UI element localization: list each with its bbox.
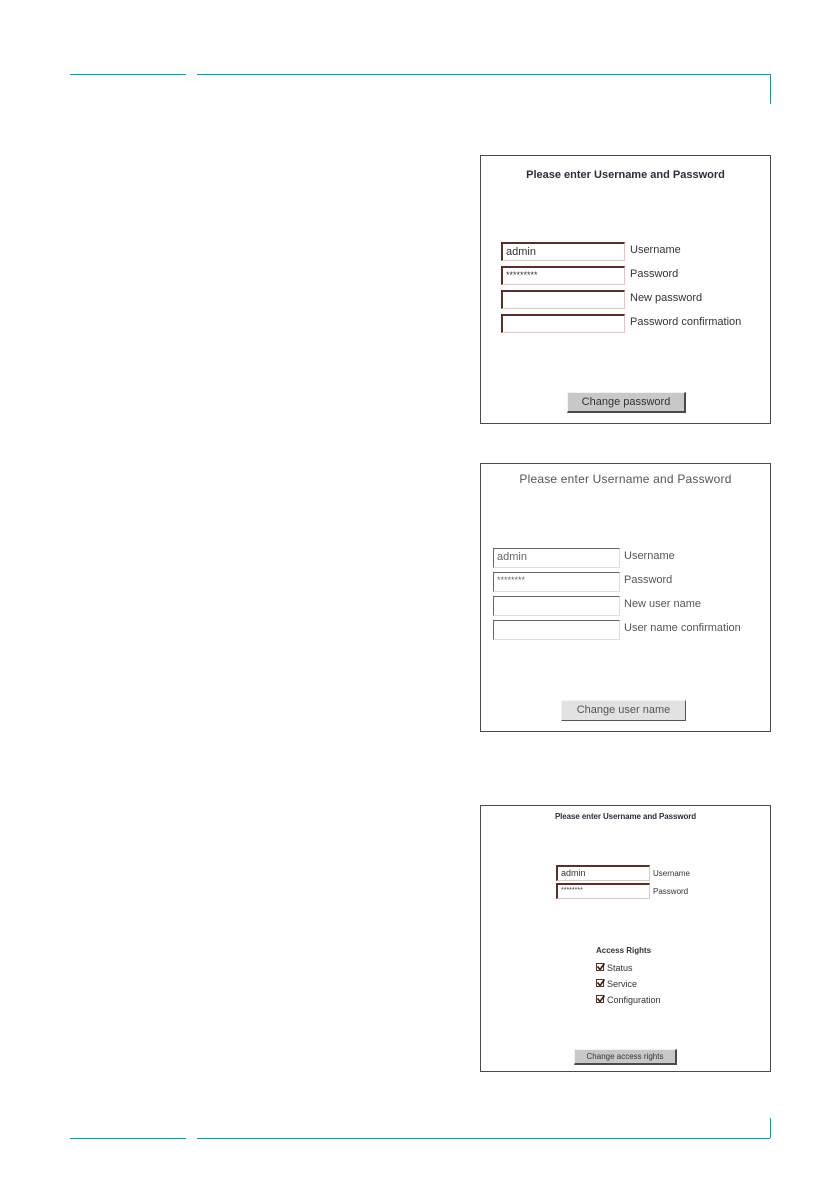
header-rule-right <box>197 74 770 75</box>
password-label: Password <box>653 887 689 896</box>
footer-rule-tick <box>770 1118 771 1138</box>
new-password-input[interactable] <box>501 290 625 309</box>
configuration-checkbox-label: Configuration <box>607 995 661 1005</box>
service-checkbox-label: Service <box>607 979 638 989</box>
password-label: Password <box>630 268 679 280</box>
username-input[interactable]: admin <box>493 548 620 568</box>
panel-title: Please enter Username and Password <box>519 472 732 486</box>
username-input[interactable]: admin <box>556 865 650 881</box>
new-username-input[interactable] <box>493 596 620 616</box>
change-username-panel <box>480 463 771 732</box>
footer-rule-left <box>70 1138 186 1139</box>
password-input[interactable]: ******** <box>556 883 650 899</box>
new-username-label: New user name <box>624 598 702 610</box>
password-input[interactable]: ********* <box>501 266 625 285</box>
panel-title: Please enter Username and Password <box>526 169 725 181</box>
username-input[interactable]: admin <box>501 242 625 261</box>
change-password-button[interactable]: Change password <box>567 392 686 413</box>
checkmark-icon <box>596 994 606 1004</box>
footer-rule-right <box>197 1138 770 1139</box>
username-confirmation-input[interactable] <box>493 620 620 640</box>
password-confirmation-label: Password confirmation <box>630 316 742 328</box>
password-confirmation-input[interactable] <box>501 314 625 333</box>
status-checkbox-label: Status <box>607 963 633 973</box>
username-label: Username <box>624 550 675 562</box>
service-checkbox[interactable] <box>596 979 604 987</box>
configuration-checkbox[interactable] <box>596 995 604 1003</box>
change-access-rights-button[interactable]: Change access rights <box>574 1049 677 1065</box>
checkmark-icon <box>596 962 606 972</box>
change-password-panel <box>480 155 771 424</box>
access-rights-heading: Access Rights <box>596 946 652 955</box>
username-label: Username <box>630 244 681 256</box>
checkmark-icon <box>596 978 606 988</box>
change-access-rights-panel <box>480 805 771 1072</box>
change-username-button[interactable]: Change user name <box>561 700 686 721</box>
panel-title: Please enter Username and Password <box>554 812 697 821</box>
username-confirmation-label: User name confirmation <box>624 622 741 634</box>
username-label: Username <box>653 869 690 878</box>
password-label: Password <box>624 574 673 586</box>
status-checkbox[interactable] <box>596 963 604 971</box>
header-rule-left <box>70 74 186 75</box>
new-password-label: New password <box>630 292 703 304</box>
password-input[interactable]: ******** <box>493 572 620 592</box>
header-rule-tick <box>770 74 771 104</box>
